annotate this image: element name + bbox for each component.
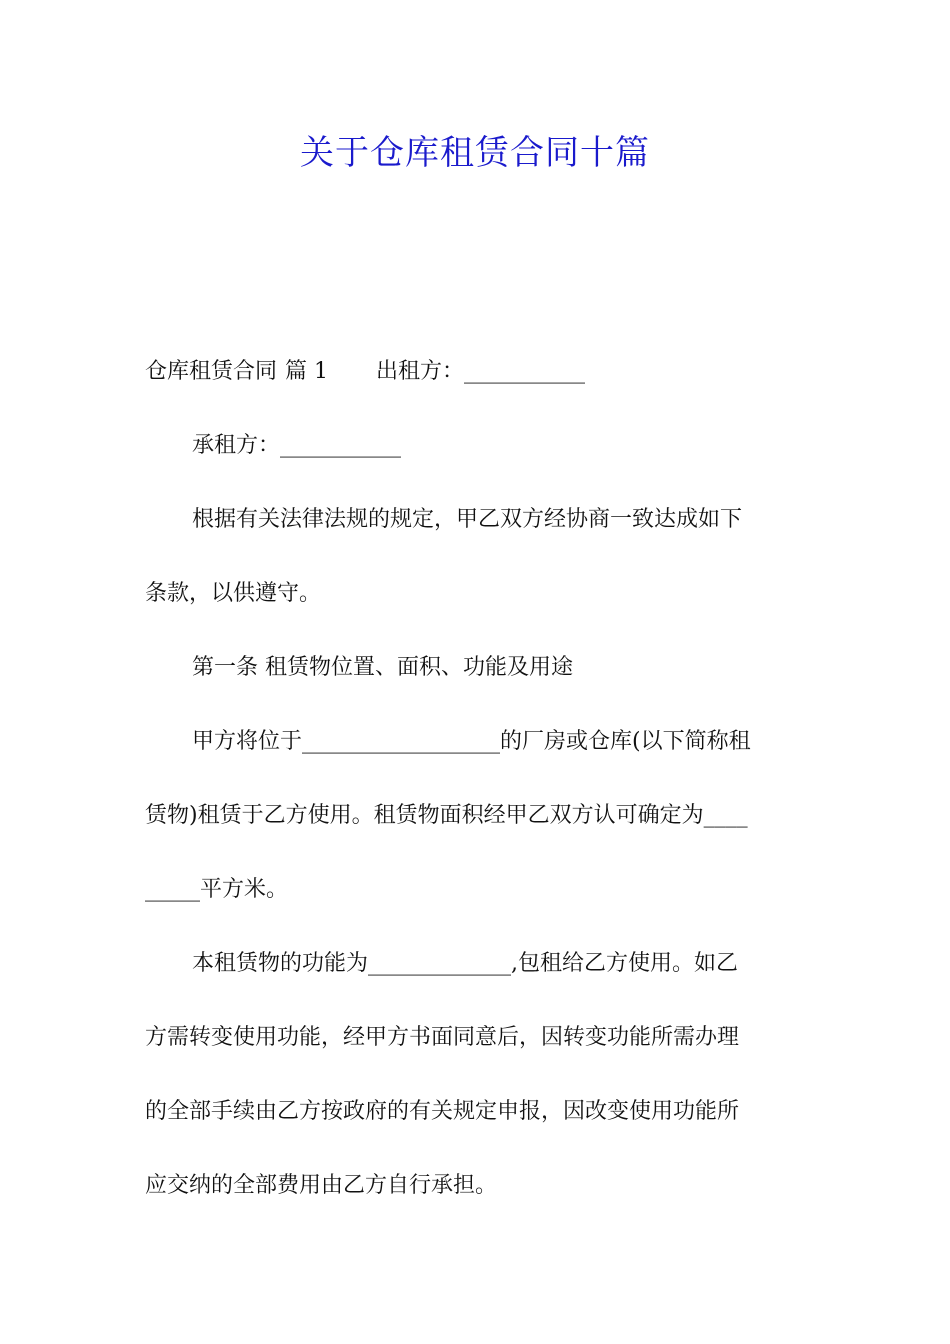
location-line-3: _____平方米。 <box>145 877 289 902</box>
function-line-1: 本租赁物的功能为_____________,包租给乙方使用。如乙 <box>192 951 738 976</box>
document-body <box>145 335 807 1223</box>
lessor-field: 出租方：___________ <box>376 359 586 384</box>
lessee-field: 承租方：___________ <box>192 433 402 458</box>
function-line-4: 应交纳的全部费用由乙方自行承担。 <box>145 1173 498 1198</box>
article-1-heading: 第一条 租赁物位置、面积、功能及用途 <box>192 655 573 680</box>
preamble-line-2: 条款，以供遵守。 <box>145 581 322 606</box>
document-title: 关于仓库租赁合同十篇 <box>300 133 650 173</box>
intro-line <box>145 335 807 409</box>
contract-name: 仓库租赁合同 <box>145 359 278 384</box>
function-line-3: 的全部手续由乙方按政府的有关规定申报，因改变使用功能所 <box>145 1099 740 1124</box>
preamble-line-1: 根据有关法律法规的规定，甲乙双方经协商一致达成如下 <box>192 507 743 532</box>
location-line-2: 赁物)租赁于乙方使用。租赁物面积经甲乙双方认可确定为____ <box>145 803 748 828</box>
section-label: 篇 1 <box>285 359 329 384</box>
function-line-2: 方需转变使用功能，经甲方书面同意后，因转变功能所需办理 <box>145 1025 740 1050</box>
location-line-1: 甲方将位于__________________的厂房或仓库(以下简称租 <box>192 729 751 754</box>
